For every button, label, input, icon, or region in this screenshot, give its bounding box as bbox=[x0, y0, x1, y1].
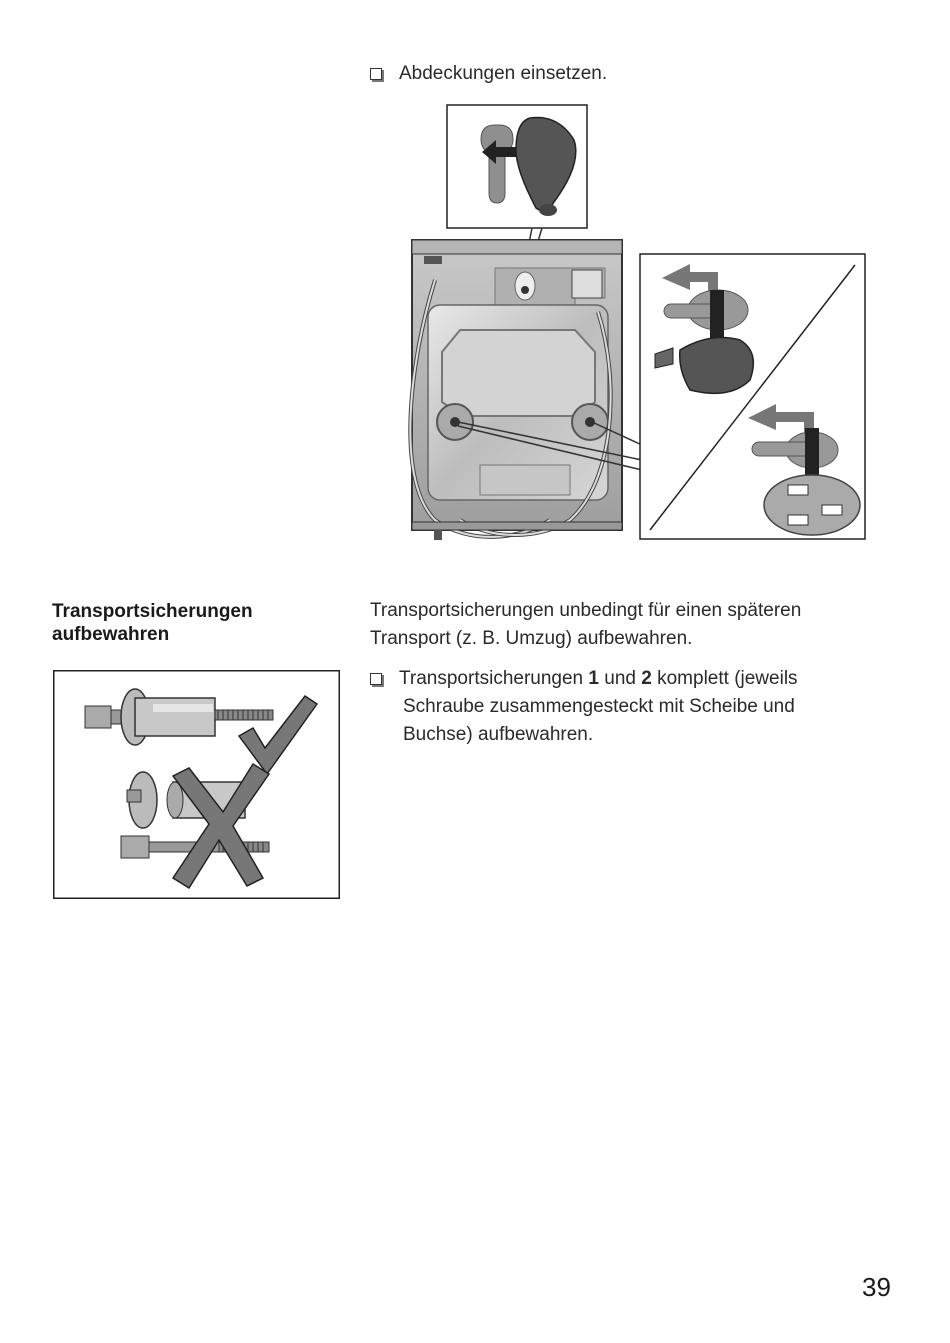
safeguard-number-2: 2 bbox=[641, 668, 652, 689]
step-line-3: Buchse) aufbewahren. bbox=[403, 724, 594, 745]
heading-line-1: Transportsicherungen bbox=[52, 601, 253, 622]
step-line-2: Schraube zusammengesteckt mit Scheibe und bbox=[403, 696, 795, 717]
safeguard-number-1: 1 bbox=[588, 668, 599, 689]
heading-line-2: aufbewahren bbox=[52, 624, 170, 645]
paragraph-line-1: Transportsicherungen unbedingt für einen späteren bbox=[370, 600, 802, 621]
checkbox-icon bbox=[370, 673, 382, 685]
checkbox-icon bbox=[370, 68, 382, 80]
step-insert-covers bbox=[370, 61, 607, 87]
storage-paragraph bbox=[370, 597, 801, 653]
washing-machine-rear-illustration bbox=[400, 100, 870, 550]
step-text-part-3: komplett (jeweils bbox=[651, 668, 798, 689]
step-text-part-1: Transportsicherungen bbox=[399, 668, 589, 689]
step-text-part-2: und bbox=[598, 668, 642, 689]
safeguard-storage-illustration bbox=[53, 670, 340, 899]
paragraph-line-2: Transport (z. B. Umzug) aufbewahren. bbox=[370, 628, 693, 649]
section-heading bbox=[52, 600, 253, 646]
step-insert-covers-text: Abdeckungen einsetzen. bbox=[399, 63, 608, 84]
page-number: 39 bbox=[862, 1272, 891, 1302]
step-keep-safeguards bbox=[370, 665, 798, 749]
